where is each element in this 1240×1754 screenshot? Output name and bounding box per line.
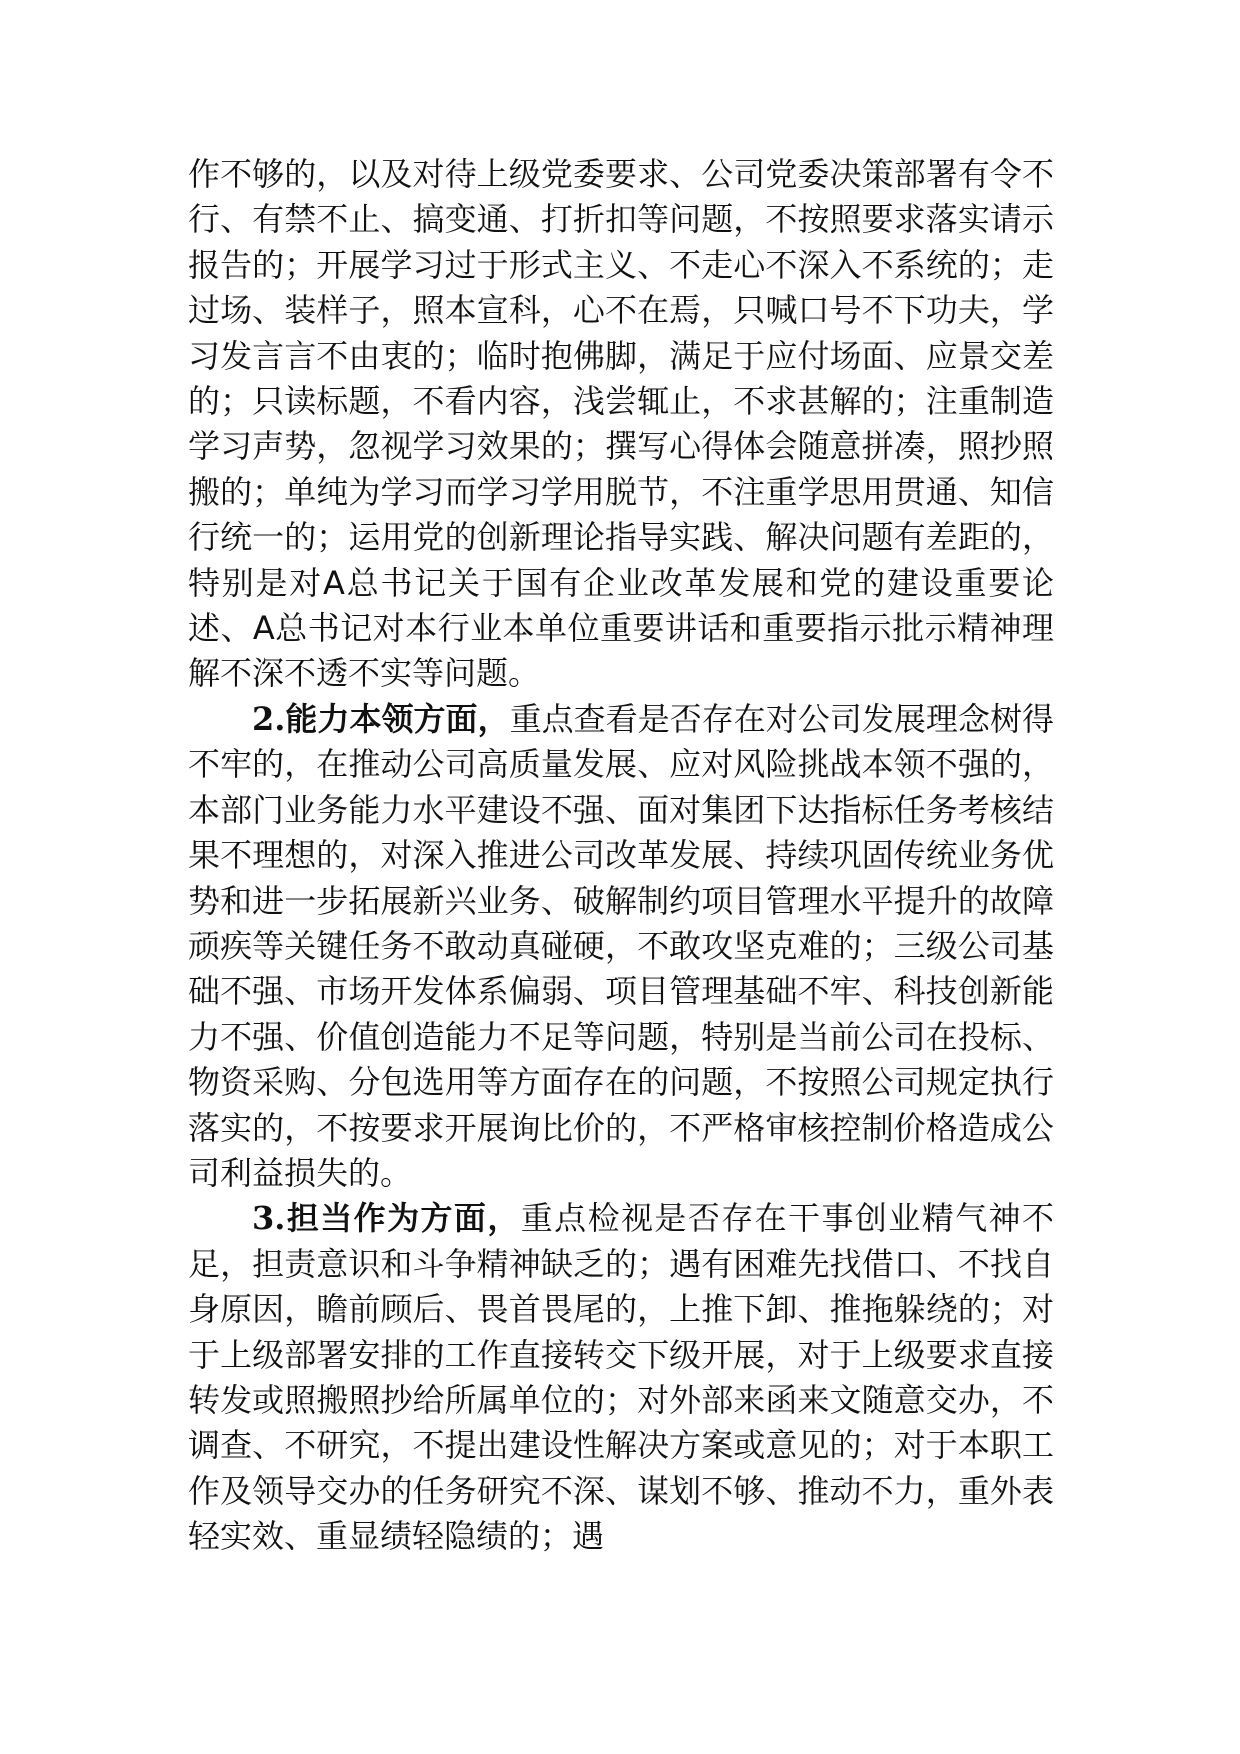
document-body xyxy=(188,152,1054,1560)
paragraph-ability xyxy=(188,697,1054,1196)
paragraph-1-text: 作不够的，以及对待上级党委要求、公司党委决策部署有令不行、有禁不止、搞变通、打折扣等问题，不按照要求落实请示报告的；开展学习过于形式主义、不走心不深入不系统的；走过场、装样子，照本宣科，心不在焉，只喊口号不下功夫，学习发言言不由衷的；临时抱佛脚，满足于应付场面、应景交差的；只读标题，不看内容，浅尝辄止，不求甚解的；注重制造学习声势，忽视学习效果的；撰写心得体会随意拼凑，照抄照搬的；单纯为学习而学习学用脱节，不注重学思用贯通、知信行统一的；运用党的创新理论指导实践、解决问题有差距的，特别是对A总书记关于国有企业改革发展和党的建设重要论述、A总书记对本行业本单位重要讲话和重要指示批示精神理解不深不透不实等问题。 xyxy=(188,155,1054,693)
paragraph-3-heading: 3.担当作为方面， xyxy=(252,1199,521,1238)
paragraph-2-text: 重点查看是否存在对公司发展理念树得不牢的，在推动公司高质量发展、应对风险挑战本领不强的，本部门业务能力水平建设不强、面对集团下达指标任务考核结果不理想的，对深入推进公司改革发展、持续巩固传统业务优势和进一步拓展新兴业务、破解制约项目管理水平提升的故障顽疾等关键任务不敢动真碰硬，不敢攻坚克难的；三级公司基础不强、市场开发体系偏弱、项目管理基础不牢、科技创新能力不强、价值创造能力不足等问题，特别是当前公司在投标、物资采购、分包选用等方面存在的问题，不按照公司规定执行落实的，不按要求开展询比价的，不严格审核控制价格造成公司利益损失的。 xyxy=(188,699,1054,1192)
paragraph-2-heading: 2.能力本领方面， xyxy=(252,699,510,738)
paragraph-responsibility xyxy=(188,1196,1054,1559)
paragraph-3-text: 重点检视是否存在干事创业精气神不足，担责意识和斗争精神缺乏的；遇有困难先找借口、不找自身原因，瞻前顾后、畏首畏尾的，上推下卸、推拖躲绕的；对于上级部署安排的工作直接转交下级开展，对于上级要求直接转发或照搬照抄给所属单位的；对外部来函来文随意交办，不调查、不研究，不提出建设性解决方案或意见的；对于本职工作及领导交办的任务研究不深、谋划不够、推动不力，重外表轻实效、重显绩轻隐绩的；遇 xyxy=(188,1199,1054,1556)
paragraph-continuation xyxy=(188,152,1054,697)
